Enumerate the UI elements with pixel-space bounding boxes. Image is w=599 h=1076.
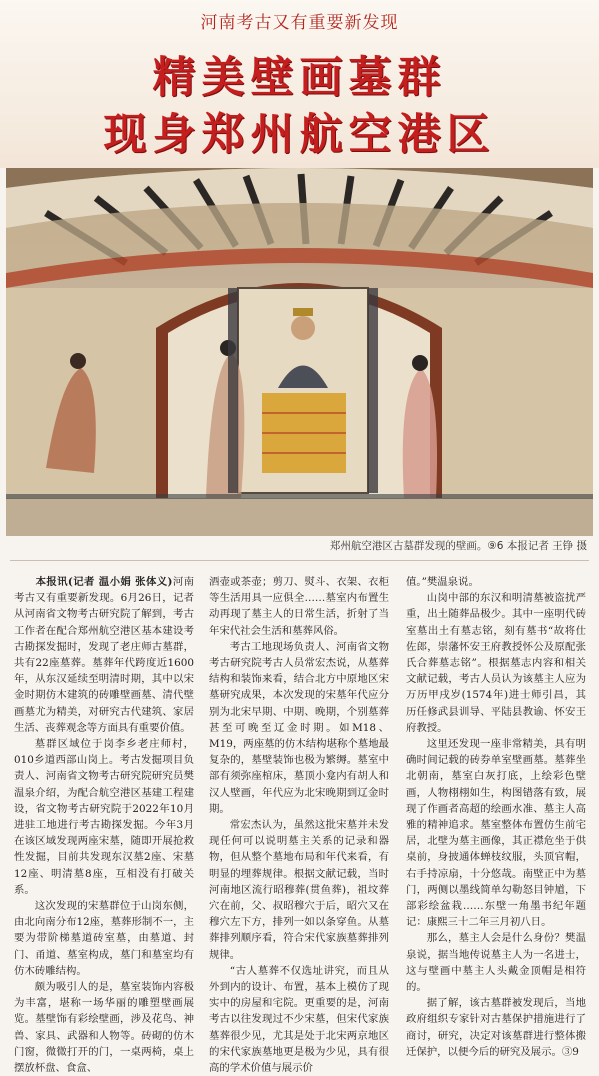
article-paragraph: 颇为吸引人的是，墓室装饰内容极为丰富，堪称一场华丽的雕塑壁画展览。墓壁饰有彩绘壁画，涉及花鸟、神兽、家具、武器和人物等。砖砌的仿木门窗，微微打开的门，一桌两椅，桌上摆放杯盘、食盒、	[14, 981, 194, 1075]
tomb-mural-illustration	[6, 168, 593, 536]
main-headline-line1: 精美壁画墓群	[152, 53, 447, 103]
article-paragraph: “古人墓葬不仅选址讲究，而且从外到内的设计、布置，基本上模仿了现实中的房屋和宅院。更重要的是，河南考古以往发现过不少宋墓，但宋代家族墓葬很少见，尤其是处于北宋两京地区的宋代家族墓地更是极为少见，具有很高的学术价值与展示价	[209, 964, 389, 1075]
article-paragraph: 酒壶或茶壶；剪刀、熨斗、衣架、衣柜等生活用具一应俱全……墓室内布置生动再现了墓主人的日常生活，折射了当年宋代社会生活和墓葬风俗。	[209, 576, 389, 637]
main-headline-line2: 现身郑州航空港区	[103, 110, 496, 160]
byline: 本报讯(记者 温小娟 张体义)	[35, 576, 173, 588]
article-column-3	[406, 574, 586, 1058]
photo-caption: 郑州航空港区古墓群发现的壁画。⑨6 本报记者 王铮 摄	[329, 540, 587, 552]
mural-photo	[6, 168, 593, 536]
divider	[10, 560, 589, 561]
article-paragraph: 山岗中部的东汉和明清墓被盗扰严重，出土随葬品极少。其中一座明代砖室墓出土有墓志铭，刻有墓书“故将仕佐郎，崇藩怀安王府教授怀公及原配张氏合葬墓志铭”。根据墓志内容和相关文献记载，考古人员认为该墓主人应为万历甲戌岁(1574年)进士师引昌，其历任修武县训导、平陆县教谕、怀安王府教授。	[406, 592, 586, 734]
article-column-1	[14, 574, 195, 1075]
article-paragraph: 考古工地现场负责人、河南省文物考古研究院考古人员常宏杰说，从墓葬结构和装饰来看，结合北方中原地区宋墓研究成果，本次发现的宋墓年代应分别为北宋早期、中期、晚期，个别墓葬甚至可晚至辽金时期。如M18、M19，两座墓的仿木结构堪称个墓地最复杂的，墓壁装饰也极为繁缛。墓室中部有须弥座棺床，墓顶小龛内有胡人和汉人壁画，年代应为北宋晚期到辽金时期。	[209, 640, 389, 815]
article-paragraph	[14, 574, 194, 736]
article-paragraph: 据了解，该古墓群被发现后，当地政府组织专家针对古墓保护措施进行了商讨，研究，决定对该墓群进行整体搬迁保护，以便今后的研究及展示。③9	[406, 997, 586, 1058]
article-paragraph: 这次发现的宋墓群位于山岗东侧，由北向南分布12座，墓葬形制不一，主要为带阶梯墓道砖室墓，由墓道、封门、甬道、墓室构成，墓门和墓室均有仿木砖雕结构。	[14, 900, 194, 977]
article-body	[14, 574, 588, 1075]
article-paragraph: 常宏杰认为，虽然这批宋墓并未发现任何可以说明墓主关系的记录和器物，但从整个墓地布局和年代来看，有明显的埋葬规律。根据文献记载，当时河南地区流行昭穆葬(贯鱼葬)，祖坟葬穴在前，父、叔昭穆穴于后，昭穴又在穆穴左下方，排列一如以条穿鱼。从墓葬排列顺序看，符合宋代家族墓葬排列规律。	[209, 819, 389, 961]
paragraph-text: 河南考古又有重要新发现。6月26日，记者从河南省文物考古研究院了解到，考古工作者在配合郑州航空港区基本建设考古勘探发掘时，发现了老庄师古墓群，共有22座墓葬。墓葬年代跨度近1600年，从东汉延续至明清时期，其中以宋金时期仿木建筑的砖雕壁画墓、清代壁画墓尤为精美，对研究古代建筑、家居生活、丧葬观念等方面具有重要价值。	[14, 576, 195, 734]
article-paragraph: 墓群区域位于岗李乡老庄师村，010乡道西部山岗上。考古发掘项目负责人、河南省文物考古研究院研究员樊温泉介绍，为配合航空港区基建工程建设，省文物考古研究院于2022年10月进驻工地进行考古勘探发掘。今年3月在该区域发现两座宋墓，随即开展抢救性发掘，目前共发现东汉墓2座、宋墓12座、明清墓8座，互相没有打破关系。	[14, 738, 194, 896]
kicker-headline: 河南考古又有重要新发现	[200, 13, 399, 33]
article-paragraph: 这里还发现一座非常精美，具有明确时间记载的砖券单室壁画墓。墓葬坐北朝南，墓室白灰打底，上绘彩色壁画，人物栩栩如生，构图错落有致，展现了作画者高超的绘画水准、墓主人高雅的精神追求。墓室整体布置仿生前宅居，北壁为墓主画像，其正襟危坐于供桌前，身披通体蝉枝纹服，头顶官帽，右手持凉扇，十分悠哉。南壁正中为墓门，两侧以墨线简单勾勒怒目钟馗，下部彩绘盆栽……东壁一角墨书纪年题记：康熙三十二年三月初八日。	[406, 738, 586, 929]
article-column-2	[209, 574, 389, 1075]
article-paragraph: 那么，墓主人会是什么身份？樊温泉说，据当地传说墓主人为一名进士，这与壁画中墓主人头戴金顶帽是相符的。	[406, 932, 586, 994]
article-paragraph: 值。”樊温泉说。	[406, 576, 479, 588]
masthead	[0, 0, 599, 168]
